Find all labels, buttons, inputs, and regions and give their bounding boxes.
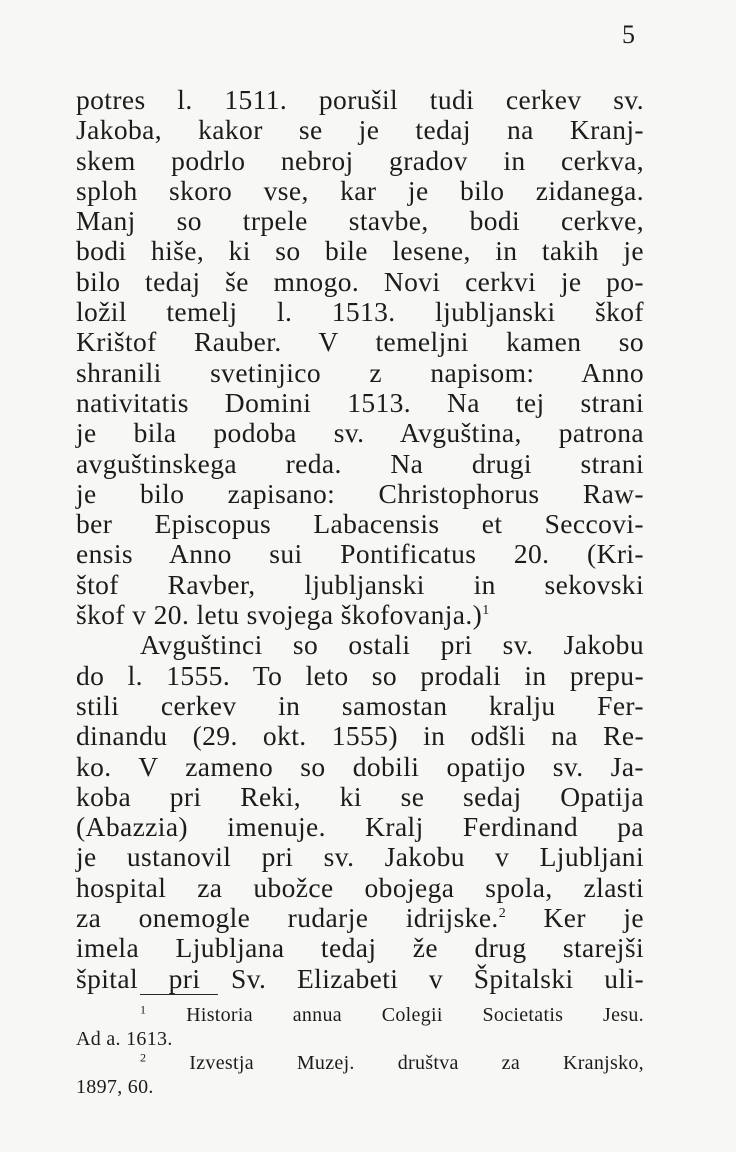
text-line: ložil temelj l. 1513. ljubljanski škof <box>76 296 644 328</box>
text-line: bilo tedaj še mnogo. Novi cerkvi je po- <box>76 265 644 297</box>
text-line: do l. 1555. To leto so prodali in prepu- <box>76 659 644 691</box>
text-line: imela Ljubljana tedaj že drug starejši <box>76 932 644 964</box>
text-line: (Abazzia) imenuje. Kralj Ferdinand pa <box>76 811 644 843</box>
text-line: je bila podoba sv. Avguština, patrona <box>76 417 644 449</box>
footnote-1-line-1 <box>76 1003 644 1027</box>
text-line: ensis Anno sui Pontificatus 20. (Kri- <box>76 538 644 570</box>
text-line: nativitatis Domini 1513. Na tej strani <box>76 386 644 418</box>
text-line: potres l. 1511. porušil tudi cerkev sv. <box>76 84 644 115</box>
footnotes <box>76 1003 644 1099</box>
page-number: 5 <box>622 20 635 49</box>
text-line: stili cerkev in samostan kralju Fer- <box>76 689 644 721</box>
footnote-1-text: Historia annua Colegii Societatis Jesu. <box>186 1004 644 1026</box>
text-line: sploh skoro vse, kar je bilo zidanega. <box>76 174 644 206</box>
text-line: skem podrlo nebroj gradov in cerkva, <box>76 144 644 176</box>
footnote-2-marker: 2 <box>140 1050 147 1065</box>
footnote-2-text: Izvestja Muzej. društva za Kranjsko, <box>189 1052 644 1074</box>
text-line: Krištof Rauber. V temeljni kamen so <box>76 326 644 358</box>
body-text <box>76 85 644 994</box>
text-line: avguštinskega reda. Na drugi strani <box>76 447 644 479</box>
text-line: ber Episcopus Labacensis et Seccovi- <box>76 508 644 540</box>
text-line: štof Ravber, ljubljanski in sekovski <box>76 568 644 600</box>
text-line: dinandu (29. okt. 1555) in odšli na Re- <box>76 720 644 752</box>
text-line: bodi hiše, ki so bile lesene, in takih je <box>76 235 644 267</box>
text-line: Jakoba, kakor se je tedaj na Kranj- <box>76 114 644 146</box>
text-line: ko. V zameno so dobili opatijo sv. Ja- <box>76 750 644 782</box>
footnote-divider <box>140 994 218 995</box>
paragraph-start-line: Avguštinci so ostali pri sv. Jakobu <box>140 629 644 661</box>
text-line: shranili svetinjico z napisom: Anno <box>76 356 644 388</box>
text-line: hospital za ubožce obojega spola, zlasti <box>76 871 644 903</box>
text-line-with-footnote-ref <box>76 600 644 630</box>
line-text: škof v 20. letu svojega škofovanja.) <box>76 599 483 631</box>
text-line: je ustanovil pri sv. Jakobu v Ljubljani <box>76 841 644 873</box>
footnote-2-line-2: 1897, 60. <box>76 1076 154 1098</box>
text-line: špital pri Sv. Elizabeti v Špitalski uli- <box>76 962 644 994</box>
footnote-reference: 1 <box>482 602 490 618</box>
text-line-with-footnote-ref <box>76 903 644 933</box>
text-line: Manj so trpele stavbe, bodi cerkve, <box>76 205 644 237</box>
line-text: za onemogle rudarje idrijske. <box>76 902 499 934</box>
line-text-tail: Ker je <box>506 902 644 934</box>
footnote-2-line-1 <box>76 1051 644 1075</box>
footnote-1-line-2: Ad a. 1613. <box>76 1028 173 1050</box>
footnote-1-marker: 1 <box>140 1002 147 1017</box>
text-line: je bilo zapisano: Christophorus Raw- <box>76 477 644 509</box>
text-line: koba pri Reki, ki se sedaj Opatija <box>76 780 644 812</box>
footnote-reference: 2 <box>498 905 507 921</box>
